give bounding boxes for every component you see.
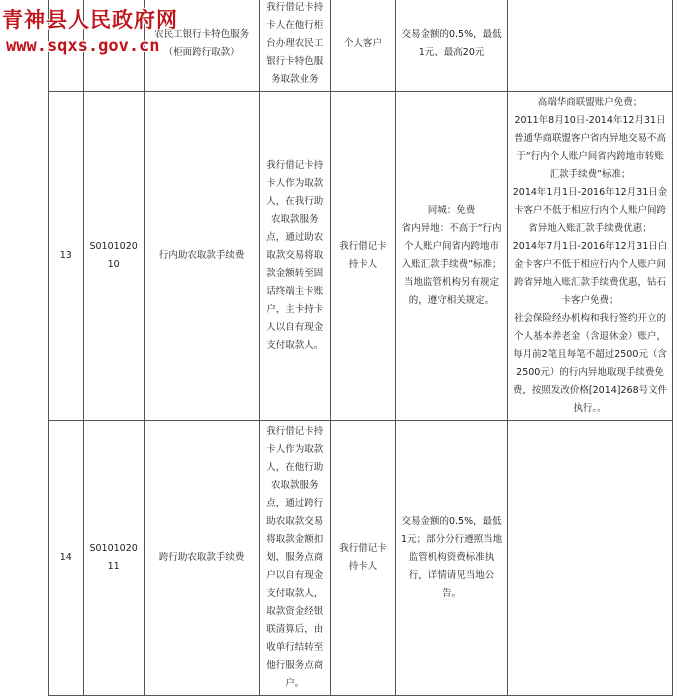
table-row bbox=[49, 92, 673, 421]
fee-standard-text: 同城：免费 省内异地：不高于“行内个人账户间省内跨地市入账汇款手续费”标准； 当地监管机构另有规定的，遵守相关规定。 bbox=[401, 205, 502, 306]
item-name-cell: 农民工银行卡特色服务（柜面跨行取款） bbox=[144, 0, 259, 92]
fee-standard-cell bbox=[396, 92, 508, 421]
row-number-cell bbox=[49, 0, 84, 92]
fee-standard-cell: 交易金额的0.5%，最低1元、最高20元 bbox=[396, 0, 508, 92]
service-content-cell: 我行借记卡持卡人作为取款人，在我行助农取款服务点，通过助农取款交易将取款金额转至固话终端主卡账户，主卡持卡人以自有现金支付取款人。 bbox=[259, 92, 330, 421]
discount-cell bbox=[508, 0, 673, 92]
discount-cell bbox=[508, 92, 673, 421]
item-name-cell: 行内助农取款手续费 bbox=[144, 92, 259, 421]
target-customer-cell: 我行借记卡持卡人 bbox=[330, 92, 395, 421]
item-code-cell bbox=[83, 0, 144, 92]
fee-table bbox=[48, 0, 673, 696]
watermark-title: 青神县人民政府网 bbox=[2, 8, 178, 32]
target-customer-cell: 个人客户 bbox=[330, 0, 395, 92]
table-row bbox=[49, 421, 673, 696]
item-code-cell: S010102011 bbox=[83, 421, 144, 696]
row-number-cell: 14 bbox=[49, 421, 84, 696]
service-content-cell: 我行借记卡持卡人在他行柜台办理农民工银行卡特色服务取款业务 bbox=[259, 0, 330, 92]
target-customer-cell: 我行借记卡持卡人 bbox=[330, 421, 395, 696]
table-row bbox=[49, 0, 673, 92]
item-name-cell: 跨行助农取款手续费 bbox=[144, 421, 259, 696]
watermark-url: www.sqxs.gov.cn bbox=[6, 36, 160, 56]
service-content-cell: 我行借记卡持卡人作为取款人，在他行助农取款服务点，通过跨行助农取款交易将取款金额扣划，服务点商户以自有现金支付取款人，取款资金经银联清算后，由收单行结转至他行服务点商户。 bbox=[259, 421, 330, 696]
discount-cell bbox=[508, 421, 673, 696]
discount-text: 高端华商联盟账户免费； 2011年8月10日-2014年12月31日普通华商联盟客户省内异地交易不高于“行内个人账户间省内跨地市转账汇款手续费”标准； 2014年1月1日-2016年12月31日金卡客户不低于相应行内个人账户间跨省异地入账汇款手续费优惠； 2014年7月1日-2016年12月31日白金卡客户不低于相应行内个人账户间跨省异地入账汇款手续费优惠，钻石卡客户免费； 社会保险经办机构和我行签约开立的个人基本养老金（含退休金）账户，每月前2笔且每笔不超过2500元（含2500元）的行内异地取现手续费免费，按照发改价格[2014]268号文件执行。。 bbox=[512, 97, 668, 414]
item-code-cell: S010102010 bbox=[83, 92, 144, 421]
fee-standard-cell: 交易金额的0.5%，最低1元；部分分行遵照当地监管机构资费标准执行，详情请见当地公告。 bbox=[396, 421, 508, 696]
row-number-cell: 13 bbox=[49, 92, 84, 421]
